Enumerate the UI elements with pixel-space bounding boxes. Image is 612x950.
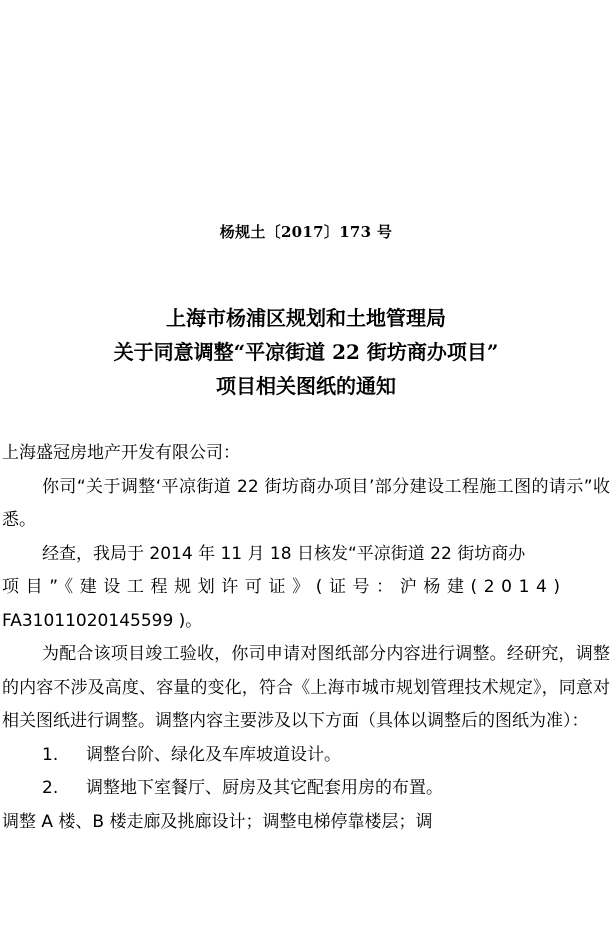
paragraph-2-line-2: 项目”《建设工程规划许可证》(证号：沪杨建(2014) — [2, 577, 567, 597]
list-item — [2, 739, 610, 773]
title-line-3: 项目相关图纸的通知 — [216, 374, 396, 398]
document-number: 杨规土〔2017〕173 号 — [219, 223, 393, 241]
list-item-text: 调整地下室餐厅、厨房及其它配套用房的布置。 — [86, 778, 443, 798]
document-body — [2, 437, 610, 839]
list-item — [2, 772, 610, 806]
title-line-2: 关于同意调整“平凉街道 22 街坊商办项目” — [113, 340, 499, 364]
addressee: 上海盛冠房地产开发有限公司： — [2, 443, 240, 463]
list-item-number: 1. — [42, 744, 59, 765]
title-line-1: 上海市杨浦区规划和土地管理局 — [166, 306, 446, 330]
paragraph-1: 你司“关于调整‘平凉街道 22 街坊商办项目’部分建设工程施工图的请示”收悉。 — [2, 476, 610, 530]
paragraph-2-line-3: FA31011020145599 )。 — [2, 610, 203, 631]
document-title — [0, 301, 612, 403]
trailing-line: 调整 A 楼、B 楼走廊及挑廊设计；调整电梯停靠楼层；调 — [2, 811, 433, 832]
list-item-text: 调整台阶、绿化及车库坡道设计。 — [86, 744, 341, 765]
list-item-number: 2. — [42, 778, 59, 798]
paragraph-2-line-1: 经查，我局于 2014 年 11 月 18 日核发“平凉街道 22 街坊商办 — [42, 543, 526, 564]
paragraph-3: 为配合该项目竣工验收，你司申请对图纸部分内容进行调整。经研究，调整的内容不涉及高度、容量的变化，符合《上海市城市规划管理技术规定》，同意对相关图纸进行调整。调整内容主要涉及以下方面（具体以调整后的图纸为准）： — [2, 644, 610, 731]
